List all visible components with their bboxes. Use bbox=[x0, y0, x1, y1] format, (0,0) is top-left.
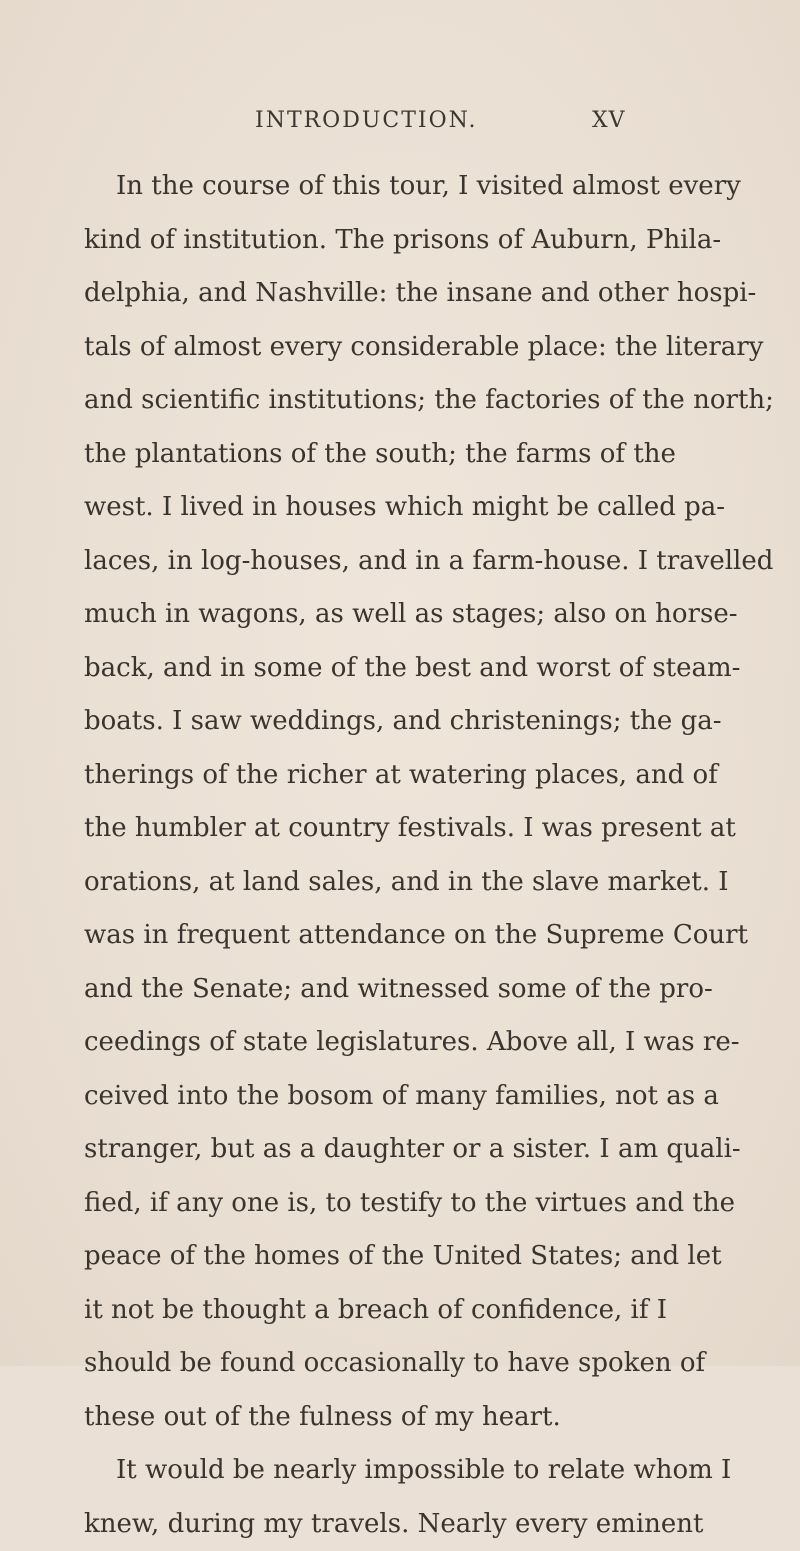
text-line: It would be nearly impossible to relate whom I bbox=[84, 1444, 652, 1498]
text-line: these out of the fulness of my heart. bbox=[84, 1391, 652, 1445]
text-line: laces, in log-houses, and in a farm-house. I travelled bbox=[84, 535, 652, 589]
text-line: delphia, and Nashville: the insane and other hospi- bbox=[84, 267, 652, 321]
page-number: XV bbox=[592, 108, 626, 133]
text-line: the plantations of the south; the farms of the bbox=[84, 428, 652, 482]
text-line: In the course of this tour, I visited almost every bbox=[84, 160, 652, 214]
text-line: the humbler at country festivals. I was present at bbox=[84, 802, 652, 856]
running-head: INTRODUCTION. bbox=[255, 108, 477, 133]
text-line: peace of the homes of the United States; and let bbox=[84, 1230, 652, 1284]
page-header bbox=[0, 108, 800, 148]
text-line: stranger, but as a daughter or a sister. I am quali- bbox=[84, 1123, 652, 1177]
text-line: it not be thought a breach of confidence, if I bbox=[84, 1284, 652, 1338]
text-line: tals of almost every considerable place: the literary bbox=[84, 321, 652, 375]
text-line: was in frequent attendance on the Supreme Court bbox=[84, 909, 652, 963]
text-line: back, and in some of the best and worst of steam- bbox=[84, 642, 652, 696]
text-line: and scientific institutions; the factories of the north; bbox=[84, 374, 652, 428]
text-line: kind of institution. The prisons of Auburn, Phila- bbox=[84, 214, 652, 268]
text-line: west. I lived in houses which might be called pa- bbox=[84, 481, 652, 535]
body-text bbox=[84, 160, 652, 1551]
text-line: boats. I saw weddings, and christenings; the ga- bbox=[84, 695, 652, 749]
text-line: knew, during my travels. Nearly every eminent bbox=[84, 1498, 652, 1551]
text-line: ceedings of state legislatures. Above all, I was re- bbox=[84, 1016, 652, 1070]
text-line: and the Senate; and witnessed some of the pro- bbox=[84, 963, 652, 1017]
text-line: ceived into the bosom of many families, not as a bbox=[84, 1070, 652, 1124]
text-line: orations, at land sales, and in the slave market. I bbox=[84, 856, 652, 910]
text-line: fied, if any one is, to testify to the virtues and the bbox=[84, 1177, 652, 1231]
text-line: should be found occasionally to have spoken of bbox=[84, 1337, 652, 1391]
text-line: much in wagons, as well as stages; also on horse- bbox=[84, 588, 652, 642]
text-line: therings of the richer at watering places, and of bbox=[84, 749, 652, 803]
